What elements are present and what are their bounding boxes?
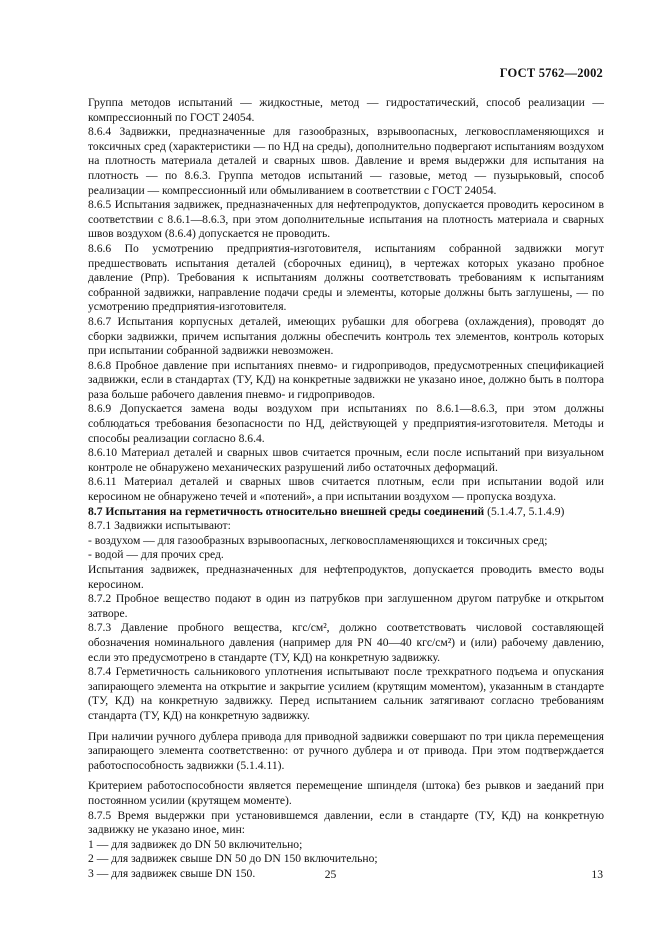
page-number-center: 25 — [324, 868, 337, 881]
section-heading-refs: (5.1.4.7, 5.1.4.9) — [484, 504, 565, 518]
paragraph: 8.6.4 Задвижки, предназначенные для газообразных, взрывоопасных, легковоспламеняющихся и токсичных сред (характеристики — по НД на среды), дополнительно подвергают испытаниям воздухом на плотность материала деталей и сварных швов. Давление и время выдержки для испытания на плотность — по 8.6.3. Группа методов испытаний — газовые, метод — пузырьковый, способ реализации — компрессионный или обмыливанием в соответствии с ГОСТ 24054. — [88, 125, 604, 197]
paragraph: 8.7.3 Давление пробного вещества, кгс/см², должно соответствовать числовой составляющей обозначения номинального давления (например для PN 40—40 кгс/см²) и (или) рабочему давлению, если это предусмотрено в стандарте (ТУ, КД) на конкретную задвижку. — [88, 621, 604, 664]
paragraph: 8.6.11 Материал деталей и сварных швов считается плотным, если при испытании водой или керосином не обнаружено течей и «потений», а при испытании воздухом — пропуска воздуха. — [88, 475, 604, 504]
paragraph: При наличии ручного дублера привода для приводной задвижки совершают по три цикла перемещения запирающего элемента соответственно: от ручного дублера и от привода. При этом подтверждается работоспособность задвижки (5.1.4.11). — [88, 729, 604, 772]
paragraph: 8.6.8 Пробное давление при испытаниях пневмо- и гидроприводов, предусмотренных спецификацией задвижки, если в стандартах (ТУ, КД) на конкретные задвижки не указано иное, должно быть в полтора раза больше рабочего давления пневмо- и гидроприводов. — [88, 358, 604, 401]
page-number-right: 13 — [591, 868, 603, 881]
paragraph: Испытания задвижек, предназначенных для нефтепродуктов, допускается проводить вместо воды керосином. — [88, 563, 604, 591]
paragraph: Критерием работоспособности является перемещение шпинделя (штока) без рывков и заеданий при постоянном усилии (крутящем моменте). — [88, 779, 604, 807]
document-header: ГОСТ 5762—2002 — [499, 66, 603, 80]
list-item: 3 — для задвижек свыше DN 150. — [88, 866, 256, 880]
list-item: 2 — для задвижек свыше DN 50 до DN 150 включительно; — [88, 852, 378, 866]
list-item: - водой — для прочих сред. — [88, 548, 224, 562]
paragraph: Группа методов испытаний — жидкостные, метод — гидростатический, способ реализации — компрессионный по ГОСТ 24054. — [88, 96, 604, 124]
paragraph: 8.7.4 Герметичность сальникового уплотнения испытывают после трехкратного подъема и опускания запирающего элемента на открытие и закрытие усилием (крутящим моментом), указанным в стандарте (ТУ, КД) на конкретную задвижку. Перед испытанием сальник затягивают согласно требованиям стандарта (ТУ, КД) на конкретную задвижку. — [88, 665, 604, 722]
paragraph: 8.7.5 Время выдержки при установившемся давлении, если в стандарте (ТУ, КД) на конкретную задвижку не указано иное, мин: — [88, 808, 604, 837]
paragraph: 8.6.6 По усмотрению предприятия-изготовителя, испытаниям собранной задвижки могут предшествовать испытания деталей (сборочных единиц), в чертежах которых указано пробное давление (Pпр). Требования к испытаниям должны соответствовать требованиям к испытаниям собранной задвижки, направление подачи среды и элементы, которые должны быть заглушены, — по усмотрению предприятия-изготовителя. — [88, 241, 604, 314]
paragraph: 8.7.2 Пробное вещество подают в один из патрубков при заглушенном другом патрубке и открытом затворе. — [88, 592, 604, 620]
list-item: - воздухом — для газообразных взрывоопасных, легковоспламеняющихся и токсичных сред; — [88, 533, 548, 547]
paragraph: 8.7.1 Задвижки испытывают: — [88, 519, 231, 533]
list-item: 1 — для задвижек до DN 50 включительно; — [88, 837, 303, 851]
paragraph: 8.6.9 Допускается замена воды воздухом при испытаниях по 8.6.1—8.6.3, при этом должны соблюдаться требования безопасности по НД, действующей у предприятия-изготовителя. Методы и способы реализации согласно 8.6.4. — [88, 402, 604, 445]
document-body — [88, 96, 604, 881]
paragraph: 8.6.5 Испытания задвижек, предназначенных для нефтепродуктов, допускается проводить керосином в соответствии с 8.6.1—8.6.3, при этом дополнительные испытания на плотность материала и сварных швов воздухом (8.6.4) допускается не проводить. — [88, 198, 604, 241]
paragraph: 8.6.10 Материал деталей и сварных швов считается прочным, если после испытаний при визуальном контроле не обнаружено механических разрушений либо остаточных деформаций. — [88, 446, 604, 474]
section-heading — [88, 505, 604, 520]
paragraph: 8.6.7 Испытания корпусных деталей, имеющих рубашки для обогрева (охлаждения), проводят до сборки задвижки, причем испытания должны обеспечить контроль тех элементов, контроль которых при испытании собранной задвижки невозможен. — [88, 314, 604, 358]
section-heading-title: 8.7 Испытания на герметичность относительно внешней среды соединений — [88, 504, 485, 518]
